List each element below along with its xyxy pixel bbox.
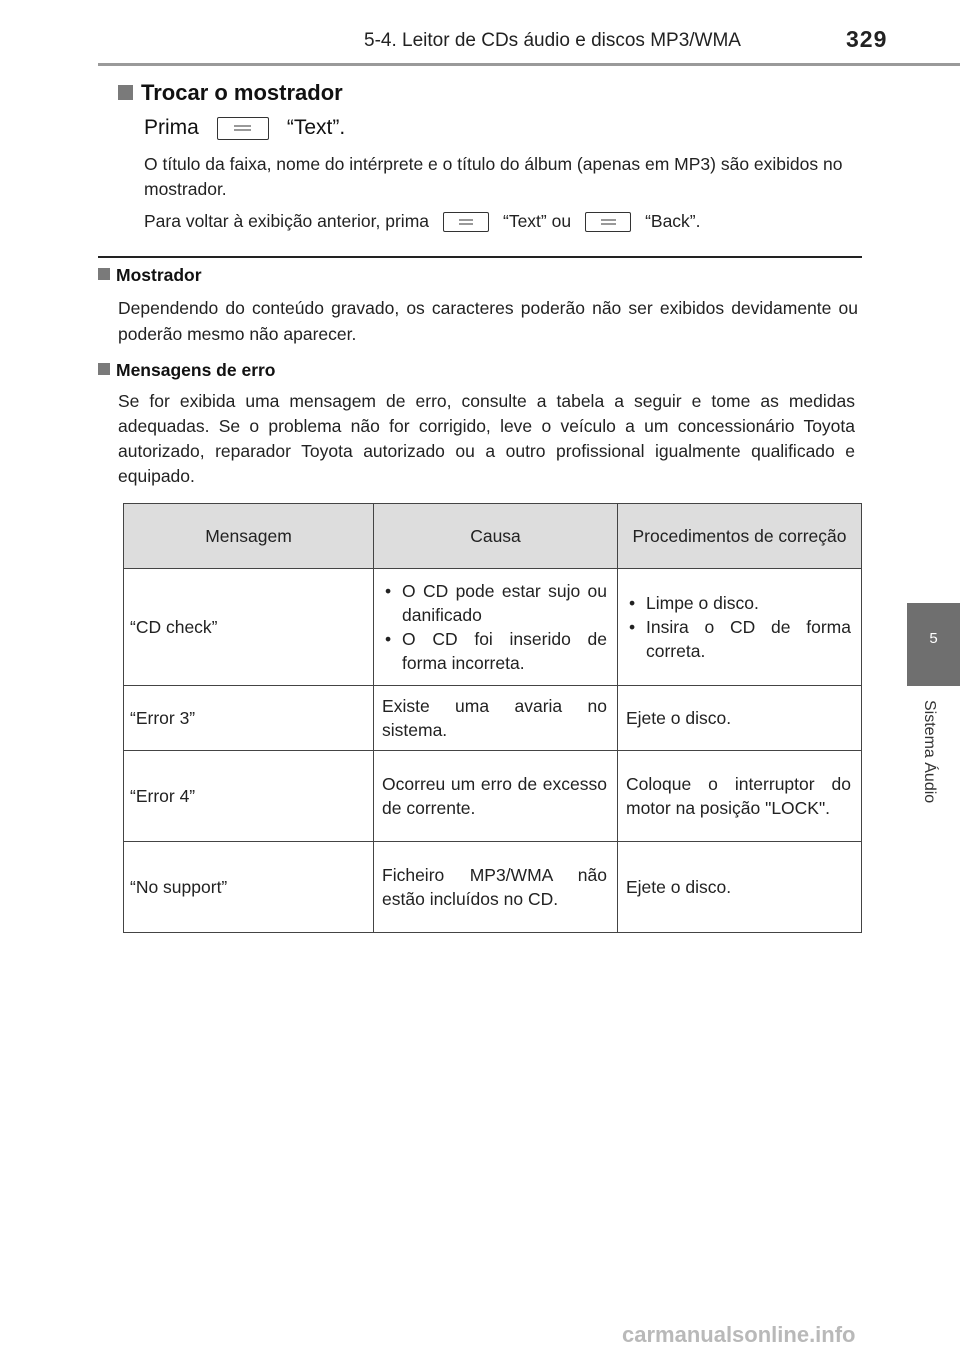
section-divider bbox=[98, 256, 862, 258]
press-suffix: “Text”. bbox=[286, 116, 346, 139]
message-cell: “Error 3” bbox=[124, 686, 374, 751]
display-note-heading bbox=[98, 265, 202, 286]
column-header-cause: Causa bbox=[374, 504, 618, 569]
list-item: • O CD pode estar sujo ou danificado bbox=[382, 579, 607, 627]
header-title: 5-4. Leitor de CDs áudio e discos MP3/WMA bbox=[364, 30, 741, 51]
fix-list bbox=[626, 591, 851, 663]
cause-list bbox=[382, 579, 607, 675]
list-item: • Insira o CD de forma correta. bbox=[626, 615, 851, 663]
table-header-row bbox=[124, 504, 862, 569]
button-icon bbox=[585, 212, 631, 232]
page-number: 329 bbox=[846, 26, 888, 52]
table-row bbox=[124, 842, 862, 933]
table-row bbox=[124, 751, 862, 842]
display-note-text: Dependendo do conteúdo gravado, os caracteres poderão não ser exibidos devidamente ou poderão mesmo não aparecer. bbox=[118, 298, 858, 344]
fix-cell: Ejete o disco. bbox=[618, 686, 862, 751]
section-description: O título da faixa, nome do intérprete e o título do álbum (apenas em MP3) são exibidos no mostrador. bbox=[144, 154, 843, 199]
back-instruction bbox=[144, 211, 701, 232]
cause-cell: Ocorreu um erro de excesso de corrente. bbox=[374, 751, 618, 842]
fix-cell: Ejete o disco. bbox=[618, 842, 862, 933]
errors-note-heading-text: Mensagens de erro bbox=[116, 360, 276, 380]
list-item: • O CD foi inserido de forma incorreta. bbox=[382, 627, 607, 675]
error-messages-table bbox=[123, 503, 862, 933]
chapter-tab bbox=[907, 603, 960, 686]
table-row bbox=[124, 686, 862, 751]
back-middle: “Text” ou bbox=[503, 211, 572, 231]
square-bullet-icon bbox=[98, 363, 110, 375]
cause-cell: Ficheiro MP3/WMA não estão incluídos no CD. bbox=[374, 842, 618, 933]
fix-cell bbox=[618, 569, 862, 686]
header-rule bbox=[98, 63, 960, 66]
watermark: carmanualsonline.info bbox=[622, 1322, 856, 1347]
button-icon bbox=[217, 117, 269, 140]
chapter-number: 5 bbox=[929, 630, 938, 647]
cause-cell bbox=[374, 569, 618, 686]
message-cell: “No support” bbox=[124, 842, 374, 933]
square-bullet-icon bbox=[118, 85, 133, 100]
press-instruction bbox=[144, 116, 345, 140]
errors-note-text: Se for exibida uma mensagem de erro, consulte a tabela a seguir e tome as medidas adequadas. Se o problema não for corrigido, leve o veículo a um concessionário Toyota autorizado, reparador Toyota autorizado ou a outro profissional igualmente qualificado e equipado. bbox=[118, 391, 855, 486]
column-header-message: Mensagem bbox=[124, 504, 374, 569]
button-icon bbox=[443, 212, 489, 232]
display-note-heading-text: Mostrador bbox=[116, 265, 202, 285]
press-prefix: Prima bbox=[144, 116, 199, 139]
list-item: • Limpe o disco. bbox=[626, 591, 851, 615]
message-cell: “Error 4” bbox=[124, 751, 374, 842]
table-row bbox=[124, 569, 862, 686]
fix-cell: Coloque o interruptor do motor na posição "LOCK". bbox=[618, 751, 862, 842]
message-cell: “CD check” bbox=[124, 569, 374, 686]
chapter-label: Sistema Áudio bbox=[921, 700, 938, 804]
back-suffix: “Back”. bbox=[645, 211, 701, 231]
errors-note-heading bbox=[98, 360, 276, 381]
section-heading-text: Trocar o mostrador bbox=[141, 80, 343, 105]
cause-cell: Existe uma avaria no sistema. bbox=[374, 686, 618, 751]
square-bullet-icon bbox=[98, 268, 110, 280]
back-prefix: Para voltar à exibição anterior, prima bbox=[144, 211, 429, 231]
column-header-fix: Procedimentos de correção bbox=[618, 504, 862, 569]
section-heading bbox=[118, 80, 343, 106]
